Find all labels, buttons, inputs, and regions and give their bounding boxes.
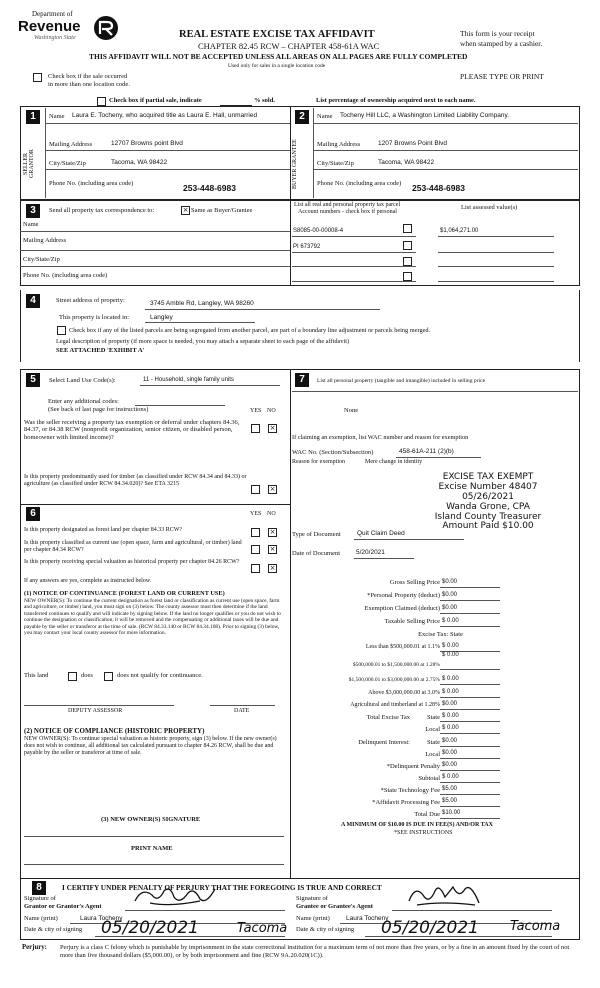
tax-row-label: Excise Tax: State [418, 631, 463, 638]
s3-name-line [20, 231, 290, 232]
tax-row-label: *Affidavit Processing Fee [372, 799, 440, 806]
receipt-note-1: This form is your receipt [460, 29, 535, 38]
partial-sale-checkbox[interactable] [97, 97, 106, 106]
legal-description-label: Legal description of property (if more space is needed, you may attach a separate sheet to each page of the affidavit) [56, 338, 350, 345]
street-address[interactable]: 3745 Amble Rd, Langley, WA 98260 [150, 300, 254, 307]
s6-q3: Is this property receiving special valuation as historical property per chapter 84.26 RCW? [24, 559, 240, 565]
doc-type-line [354, 539, 464, 540]
form-chapter: CHAPTER 82.45 RCW – CHAPTER 458-61A WAC [198, 41, 380, 51]
s6-if-yes: If any answers are yes, complete as instructed below. [24, 578, 152, 584]
s5-q1-yes[interactable] [251, 424, 260, 433]
personal-property-line [292, 391, 578, 392]
tax-row-line [440, 758, 500, 759]
buyer-address[interactable]: 1207 Browns Point Blvd [378, 140, 448, 147]
doc-type-label: Type of Document [292, 531, 341, 538]
buyer-phone[interactable]: 253-448-6983 [412, 183, 465, 193]
s6-q2-no[interactable]: × [269, 545, 276, 553]
seller-name-line [45, 123, 290, 124]
used-only-note: Used only for sales in a single location code [228, 63, 326, 69]
multi-location-label-2: in more than one location code. [48, 81, 130, 88]
section-1-number: 1 [26, 110, 40, 124]
additional-codes-1: Enter any additional codes: [48, 398, 119, 405]
tax-row-value[interactable]: $0.00 [442, 605, 458, 611]
tax-row-line [440, 684, 500, 685]
s6-q3-no[interactable]: × [269, 564, 276, 572]
section-5-number: 5 [26, 373, 40, 387]
deputy-date-label: DATE [234, 708, 250, 714]
grantee-date-line [365, 936, 552, 937]
s6-q2-yes[interactable] [251, 545, 260, 554]
parcel-line [292, 252, 416, 253]
minimum-note: A MINIMUM OF $10.00 IS DUE IN FEE(S) AND/OR TAX [341, 822, 493, 828]
tax-row-label: $500,000.01 to $1,500,000.00 at 1.28% [352, 662, 440, 668]
additional-codes-2: (See back of last page for instructions) [48, 406, 149, 413]
ownership-note: List percentage of ownership acquired next to each name. [316, 97, 476, 104]
multi-location-checkbox[interactable] [33, 73, 42, 82]
perjury-label: Perjury: [22, 944, 47, 951]
stamp-line: Island County Treasurer [434, 511, 542, 522]
see-attached: SEE ATTACHED 'EXHIBIT A' [56, 347, 145, 354]
buyer-address-line [313, 150, 578, 151]
wac-label: WAC No. (Section/Subsection) [292, 449, 374, 456]
seller-name[interactable]: Laura E. Tocheny, who acquired title as Laura E. Hall, unmarried [72, 112, 258, 119]
tax-row-value[interactable]: $0.00 [442, 592, 458, 598]
located-label: This property is located in: [59, 314, 130, 321]
seller-name-label: Name [49, 113, 65, 120]
form-title: REAL ESTATE EXCISE TAX AFFIDAVIT [179, 29, 375, 40]
grantor-name-label: Name (print) [24, 915, 58, 922]
wac-line [396, 457, 481, 458]
grantor-signature-icon [130, 883, 220, 909]
tax-row-label: Less than $500,000.01 at 1.1% [365, 644, 440, 650]
grantor-sig-label-1: Signature of [24, 895, 56, 902]
tax-row-value[interactable]: $ 0.00 [442, 618, 459, 624]
stamp-line: Excise Number 48407 [438, 481, 538, 492]
tax-row-label: Exemption Claimed (deduct) [364, 605, 440, 612]
tax-row-line [440, 818, 500, 819]
grantee-date[interactable]: 05/20/2021 [381, 918, 479, 938]
section-6-top [20, 504, 290, 505]
partial-sale-pct: % sold. [254, 97, 275, 104]
stamp-line: Amount Paid $10.00 [442, 521, 534, 532]
street-label: Street address of property: [56, 297, 125, 304]
tax-row-line [440, 721, 500, 722]
tax-row-label: $1,500,000.01 to $3,000,000.00 at 2.75% [348, 677, 440, 683]
tax-row-prefix: Local [425, 726, 440, 733]
tax-row-label: Total Due [414, 811, 440, 818]
grantor-sig-label-2: Grantor or Grantor's Agent [24, 903, 102, 910]
assessed-header: List assessed value(s) [461, 204, 518, 211]
section-6-number: 6 [26, 507, 40, 521]
seller-city-line [45, 169, 290, 170]
receipt-note-2: when stamped by a cashier. [460, 39, 543, 48]
grantee-signature[interactable] [405, 881, 485, 909]
buyer-city-line [313, 169, 578, 170]
segregated-label: Check box if any of the listed parcels are being segregated from another parcel, are part of a boundary line adjustment or parcels being merged. [69, 327, 431, 334]
grantee-sig-label-1: Signature of [296, 895, 328, 902]
certify-statement: I CERTIFY UNDER PENALTY OF PERJURY THAT THE FOREGOING IS TRUE AND CORRECT [62, 883, 382, 892]
s6-q1-no[interactable]: × [269, 528, 276, 536]
tax-row-line [440, 600, 500, 601]
tax-row-value[interactable]: $ 0.00 [442, 652, 459, 658]
tax-row-label: *Delinquent Penalty [386, 763, 440, 770]
logo-revenue: Revenue [18, 18, 81, 35]
grantee-name[interactable]: Laura Tocheny [346, 915, 389, 922]
stamp-line: 05/26/2021 [462, 491, 514, 502]
segregated-checkbox[interactable] [57, 326, 66, 335]
parties-divider [290, 106, 291, 199]
parcel-line [292, 281, 416, 282]
s5-q2-no[interactable]: × [269, 485, 276, 493]
notice-1-body: NEW OWNER(S): To continue the current designation as forest land or classification as current use (open space, farm and agriculture, or timber) land, you must sign on (3) below. The county assessor must then determine if the land transferred continues to qualify and will indicate by signing below. If the land no longer qualifies or you do not wish to continue the designation or classification, it will be removed and the compensating or additional taxes will be due and payable by the seller or transferor at the time of sale. (RCW 84.33.140 or RCW 84.34.108). Prior to signing (3) below, you may contact your local county assessor for more information. [24, 598, 281, 637]
tax-row-value[interactable]: $5.00 [442, 786, 458, 792]
land-use-label: Select Land Use Code(s): [49, 377, 116, 384]
grantor-signature[interactable] [130, 883, 220, 909]
doc-date-label: Date of Document [292, 550, 341, 557]
parcel-header-1: List all real and personal property tax parcel [294, 202, 401, 208]
personal-property-value[interactable]: None [344, 407, 359, 414]
does-label: does [81, 672, 93, 679]
tax-row-line [440, 806, 500, 807]
parcel-line [292, 236, 416, 237]
seller-side-label: SELLER GRANTOR [23, 149, 35, 179]
buyer-name-label: Name [317, 113, 333, 120]
parcel-personal-checkbox[interactable] [403, 257, 412, 266]
does-not-qualify-checkbox[interactable] [104, 672, 113, 681]
same-as-buyer-label: Same as Buyer/Grantee [191, 207, 253, 214]
doc-date[interactable]: 5/20/2021 [356, 549, 385, 556]
additional-codes-line[interactable] [135, 405, 225, 406]
assessed-line [438, 252, 554, 253]
notice-1-title: (1) NOTICE OF CONTINUANCE (FOREST LAND OR CURRENT USE) [24, 590, 225, 597]
tax-row-line [440, 770, 500, 771]
tax-row-value[interactable]: $0.00 [442, 762, 458, 768]
tax-row-line [440, 794, 500, 795]
s5-q1-no[interactable]: × [269, 424, 276, 432]
s6-q1: Is this property designated as forest land per chapter 84.33 RCW? [24, 527, 183, 533]
s5-no-header: NO [267, 408, 276, 414]
section-7-number: 7 [295, 373, 309, 387]
grantee-city[interactable]: Tacoma [510, 919, 561, 934]
print-name-line[interactable] [24, 864, 284, 865]
stamp-line: Wanda Grone, CPA [446, 501, 530, 512]
tax-row-value[interactable]: $ 0.00 [442, 725, 459, 731]
stamp-line: EXCISE TAX EXEMPT [442, 472, 534, 482]
personal-property-label: List all personal property (tangible and intangible) included in selling price [317, 378, 486, 384]
does-qualify-checkbox[interactable] [68, 672, 77, 681]
tax-row-line [440, 697, 500, 698]
tax-row-line [440, 746, 500, 747]
buyer-city-label: City/State/Zip [317, 160, 354, 167]
s6-q2: Is this property classified as current use (open space, farm and agricultural, or timber) land per chapter 84.34 RCW? [24, 540, 242, 553]
please-type: PLEASE TYPE OR PRINT [460, 72, 544, 81]
s3-address-line [20, 250, 290, 251]
seller-address[interactable]: 12707 Browns point Blvd [111, 140, 183, 147]
section-2-number: 2 [295, 110, 309, 124]
tax-row-line [440, 709, 500, 710]
section-4-number: 4 [26, 294, 40, 308]
notice-2-body: NEW OWNER(S): To continue special valuation as historic property, sign (3) below. If the new owner(s) does not wish to continue, all additional tax calculated pursuant to chapter 84.26 RCW, shall be due and payable by the seller or transferor at time of sale. [24, 736, 277, 757]
tax-row-label: Agricultural and timberland at 1.28% [350, 702, 440, 708]
assessed-line [438, 281, 554, 282]
located-line [145, 322, 255, 323]
buyer-phone-label: Phone No. (including area code) [317, 180, 402, 187]
reason-label: Reason for exemption [292, 459, 345, 465]
wac-number[interactable]: 458-61A-211 (2)(b) [399, 448, 454, 455]
grantor-name[interactable]: Laura Tocheny [80, 915, 123, 922]
tax-row-value[interactable]: $ 0.00 [442, 643, 459, 649]
tax-row-label: *State Technology Fee [380, 787, 440, 794]
tax-row-value[interactable]: $0.00 [442, 579, 458, 585]
parcel-number[interactable]: PI 673792 [293, 244, 321, 250]
correspondence-label: Send all property tax correspondence to: [49, 207, 155, 214]
s6-yes-header: YES [250, 511, 262, 517]
buyer-name[interactable]: Tocheny Hill LLC, a Washington Limited Liability Company. [340, 112, 510, 119]
s5-q1: Was the seller receiving a property tax exemption or deferral under chapters 84.36, 84.37, or 84.38 RCW (nonprofit organization, senior citizen, or disabled person, homeowner with limited income)? [24, 419, 240, 441]
tax-row-label: *Personal Property (deduct) [367, 592, 440, 599]
doc-date-line [354, 558, 414, 559]
exemption-claim-label: If claiming an exemption, list WAC number and reason for exemption [292, 434, 469, 441]
land-use-line [140, 385, 280, 386]
grantee-signature-icon [405, 881, 485, 909]
excise-exempt-stamp [424, 473, 552, 532]
new-owner-signature-line[interactable] [24, 836, 284, 837]
reason-value[interactable]: Mere change in identity [365, 459, 423, 465]
s3-city-label: City/State/Zip [23, 256, 60, 263]
parcel-personal-checkbox[interactable] [403, 224, 412, 233]
buyer-name-line [313, 123, 578, 124]
multi-location-label-1: Check box if the sale occurred [48, 73, 128, 80]
seller-city[interactable]: Tacoma, WA 98422 [111, 159, 168, 166]
tax-row-line [440, 782, 500, 783]
tax-row-label: Subtotal [418, 775, 440, 782]
land-use-code[interactable]: 11 - Household, single family units [143, 377, 234, 383]
assessed-line [438, 236, 554, 237]
buyer-address-label: Mailing Address [317, 141, 361, 148]
section-3-number: 3 [26, 204, 40, 218]
deputy-label: DEPUTY ASSESSOR [68, 708, 123, 714]
tax-row-prefix: State [427, 739, 440, 746]
does-not-label: does not qualify for continuance. [117, 672, 203, 679]
dor-emblem-icon [92, 14, 120, 42]
s3-name-label: Name [23, 221, 39, 228]
s5-q2-yes[interactable] [251, 485, 260, 494]
grantor-city[interactable]: Tacoma [237, 921, 288, 936]
buyer-side-divider [313, 108, 314, 198]
seller-address-label: Mailing Address [49, 141, 93, 148]
tax-row-label: Taxable Selling Price [384, 618, 440, 625]
grantor-date-label: Date & city of signing [24, 926, 83, 933]
tax-row-value[interactable]: $0.00 [442, 738, 458, 744]
grantee-date-label: Date & city of signing [296, 926, 355, 933]
s3-phone-label: Phone No. (including area code) [23, 272, 108, 279]
s5-q2: Is this property predominantly used for timber (as classified under RCW 84.34 and 84.33) or agriculture (as classified under RCW 84.34.020)? See ETA 3215 [24, 474, 247, 487]
assessed-value[interactable]: $1,064,271.00 [440, 228, 479, 234]
tax-row-label: Total Excise Tax [366, 714, 410, 721]
tax-row-label: Gross Selling Price [389, 579, 440, 586]
tax-row-value[interactable]: $ 0.00 [442, 676, 459, 682]
seller-side-divider [45, 108, 46, 198]
this-land-label: This land [24, 672, 49, 679]
s6-no-header: NO [267, 511, 276, 517]
s3-city-line [20, 266, 290, 267]
logo-department: Department of [32, 10, 73, 18]
tax-row-value[interactable]: $10.00 [442, 810, 461, 816]
see-instructions: *SEE INSTRUCTIONS [394, 830, 453, 836]
tax-row-prefix: State [427, 714, 440, 721]
seller-phone[interactable]: 253-448-6983 [183, 183, 236, 193]
logo-state: Washington State [34, 35, 76, 41]
buyer-side-label: BUYER GRANTEE [292, 139, 298, 189]
grantee-sig-label-2: Grantee or Grantee's Agent [296, 903, 373, 910]
perjury-text: Perjury is a class C felony which is punishable by imprisonment in the state correctional institution for a maximum term of not more than five years, or by a fine in an amount fixed by the court of not more than five thousand dollars ($5,000.00), or by both imprisonment and fine (RCW 9A.20.020(1C)). [60, 944, 570, 959]
partial-sale-label: Check box if partial sale, indicate [109, 97, 202, 104]
tax-row-value[interactable]: $0.00 [442, 750, 458, 756]
tax-row-line [440, 669, 500, 670]
notice-2-title: (2) NOTICE OF COMPLIANCE (HISTORIC PROPERTY) [24, 727, 205, 735]
tax-row-line [440, 733, 500, 734]
tax-row-label: Above $3,000,000.00 at 3.0% [368, 690, 440, 696]
dor-logo [18, 10, 128, 46]
tax-row-label: Delinquent Interest: [358, 739, 410, 746]
s3-address-label: Mailing Address [23, 237, 67, 244]
tax-row-line [440, 613, 500, 614]
s6-q3-yes[interactable] [251, 564, 260, 573]
print-name-label: PRINT NAME [131, 845, 173, 852]
tax-row-prefix: Local [425, 751, 440, 758]
located-in[interactable]: Langley [150, 314, 173, 321]
parcel-header-2: Account numbers - check box if personal [298, 209, 397, 215]
tax-row-line [440, 587, 500, 588]
deputy-line[interactable] [24, 705, 174, 706]
tax-row-line [440, 626, 500, 627]
section-8-number: 8 [32, 881, 46, 895]
form-warning: THIS AFFIDAVIT WILL NOT BE ACCEPTED UNLESS ALL AREAS ON ALL PAGES ARE FULLY COMPLETED [89, 52, 468, 61]
parcel-personal-checkbox[interactable] [403, 272, 412, 281]
s6-q1-yes[interactable] [251, 528, 260, 537]
tax-row-value[interactable]: $ 0.00 [442, 713, 459, 719]
grantor-signature-line[interactable] [125, 910, 285, 911]
grantee-name-label: Name (print) [296, 915, 330, 922]
parcel-number[interactable]: S8085-00-00008-4 [293, 228, 344, 234]
street-line [145, 309, 380, 310]
parcel-personal-checkbox[interactable] [403, 241, 412, 250]
grantor-date-line [95, 936, 285, 937]
parcel-line [292, 266, 416, 267]
seller-city-label: City/State/Zip [49, 160, 86, 167]
tax-row-value[interactable]: $0.00 [442, 701, 458, 707]
section-3-divider [290, 200, 291, 285]
grantee-signature-line[interactable] [392, 910, 552, 911]
s5-yes-header: YES [250, 408, 262, 414]
seller-phone-label: Phone No. (including area code) [49, 180, 134, 187]
grantor-date[interactable]: 05/20/2021 [101, 918, 199, 938]
tax-row-value[interactable]: $ 0.00 [442, 774, 459, 780]
doc-type[interactable]: Quit Claim Deed [357, 530, 405, 537]
deputy-date-line[interactable] [210, 705, 275, 706]
tax-row-value[interactable]: $5.00 [442, 798, 458, 804]
seller-address-line [45, 150, 290, 151]
assessed-line [438, 266, 554, 267]
same-as-buyer-checkbox[interactable]: × [182, 206, 189, 214]
buyer-city[interactable]: Tacoma, WA 98422 [378, 159, 435, 166]
tax-row-value[interactable]: $ 0.00 [442, 689, 459, 695]
lower-divider [290, 369, 291, 878]
new-owner-signature-label: (3) NEW OWNER(S) SIGNATURE [101, 816, 201, 823]
